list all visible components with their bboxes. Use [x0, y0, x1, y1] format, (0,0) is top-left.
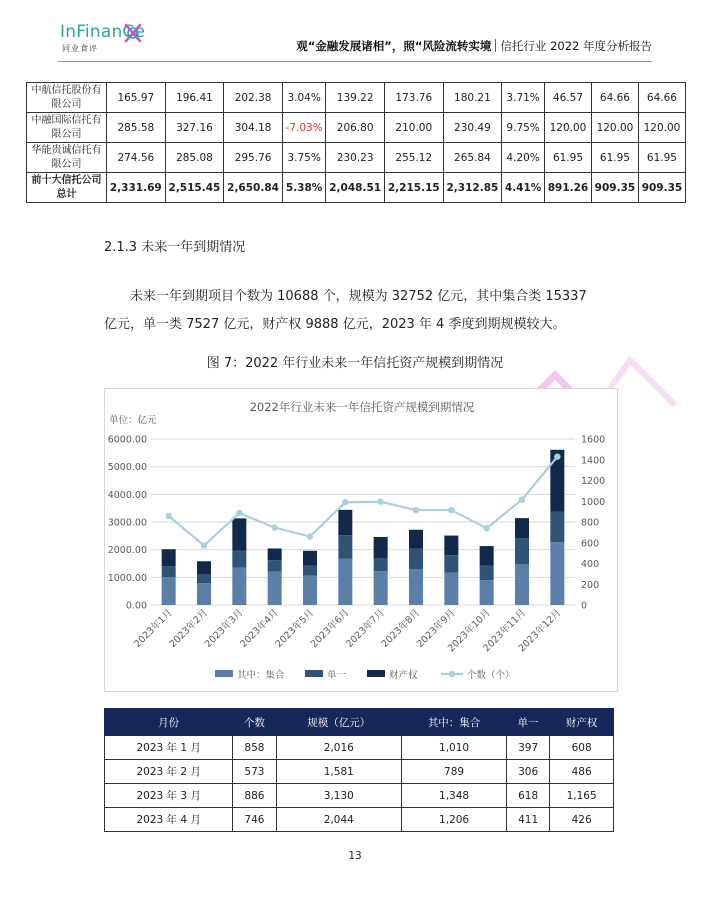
- table-cell: 5.38%: [282, 173, 325, 203]
- legend-swatch: [367, 670, 385, 677]
- logo-cross-icon: [123, 22, 143, 44]
- bar-segment: [268, 572, 282, 605]
- table-header-cell: 单一: [507, 709, 550, 736]
- y2-axis-tick-label: 800: [581, 517, 600, 529]
- bar-segment: [515, 518, 529, 538]
- bar-segment: [550, 511, 564, 542]
- section-title: 2.1.3 未来一年到期情况: [104, 240, 246, 255]
- table-cell: 608: [550, 736, 614, 760]
- table-header-cell: 其中：集合: [402, 709, 507, 736]
- table-row: [27, 113, 686, 143]
- monthly-maturity-table: [104, 708, 614, 832]
- count-point: [448, 507, 454, 513]
- table-cell: 2,044: [276, 808, 402, 832]
- table-cell: 746: [233, 808, 276, 832]
- count-point: [342, 499, 348, 505]
- y2-axis-tick-label: 400: [581, 559, 600, 570]
- bar-segment: [444, 555, 458, 572]
- y2-axis-tick-label: 600: [581, 538, 600, 550]
- y2-axis-tick-label: 0: [581, 600, 588, 612]
- bar-segment: [338, 559, 352, 605]
- count-point: [483, 525, 489, 531]
- table-cell: 61.95: [591, 143, 638, 173]
- top-company-table: [26, 82, 686, 203]
- header-slogan: 观“金融发展诸相”，照“风险流转实境: [296, 39, 492, 53]
- table-cell: 285.08: [165, 143, 224, 173]
- y-axis-tick-label: 1000.00: [107, 572, 147, 584]
- y-axis-tick-label: 3000.00: [107, 517, 147, 529]
- bar-segment: [444, 536, 458, 556]
- bar-segment: [162, 566, 176, 577]
- table-cell: 202.38: [224, 83, 283, 113]
- company-name-cell: 前十大信托公司总计: [27, 173, 107, 203]
- table-cell: 2,515.45: [165, 173, 224, 203]
- bar-segment: [550, 542, 564, 605]
- x-axis-tick-label: 2023年7月: [344, 607, 387, 650]
- bar-segment: [409, 569, 423, 605]
- header-separator: [495, 39, 496, 52]
- x-axis-tick-label: 2023年5月: [273, 607, 317, 650]
- table-row: [27, 143, 686, 173]
- bar-segment: [515, 564, 529, 605]
- table-cell: 2,215.15: [384, 173, 443, 203]
- legend-label: 其中：集合: [237, 670, 285, 681]
- maturity-chart-svg: [105, 389, 619, 693]
- x-axis-tick-label: 2023年4月: [238, 607, 281, 650]
- table-cell: 789: [402, 760, 507, 784]
- bar-segment: [480, 565, 494, 580]
- count-point: [236, 510, 242, 516]
- legend-label: 单一: [327, 670, 347, 681]
- table-cell: 64.66: [638, 83, 685, 113]
- table-cell: 210.00: [384, 113, 443, 143]
- table-row: [105, 736, 614, 760]
- table-cell: 2023 年 3 月: [105, 784, 233, 808]
- table-cell: 1,206: [402, 808, 507, 832]
- table-cell: 573: [233, 760, 276, 784]
- table-cell: 1,010: [402, 736, 507, 760]
- bar-segment: [338, 510, 352, 535]
- table-cell: 2,331.69: [107, 173, 166, 203]
- bar-segment: [480, 580, 494, 605]
- table-cell: 3,130: [276, 784, 402, 808]
- legend-label: 个数（个）: [467, 670, 515, 681]
- table-cell: 173.76: [384, 83, 443, 113]
- table-cell: 295.76: [224, 143, 283, 173]
- table-cell: 1,581: [276, 760, 402, 784]
- bar-segment: [374, 537, 388, 558]
- table-row: [105, 784, 614, 808]
- table-cell: 230.23: [326, 143, 385, 173]
- table-cell: 9.75%: [502, 113, 545, 143]
- bar-segment: [409, 530, 423, 549]
- y-axis-tick-label: 2000.00: [107, 545, 147, 557]
- table-cell: 120.00: [544, 113, 591, 143]
- body-paragraph: [104, 283, 614, 339]
- bar-segment: [303, 576, 317, 605]
- page-number: 13: [348, 850, 362, 862]
- table-cell: 61.95: [544, 143, 591, 173]
- y-axis-tick-label: 0.00: [125, 600, 147, 612]
- table-cell: 3.04%: [282, 83, 325, 113]
- legend-label: 财产权: [389, 670, 418, 681]
- bar-segment: [515, 538, 529, 564]
- count-point: [165, 513, 171, 519]
- legend-swatch: [215, 670, 233, 677]
- y2-axis-tick-label: 1200: [581, 476, 606, 487]
- table-cell: 858: [233, 736, 276, 760]
- bar-segment: [162, 549, 176, 566]
- table-cell: 2,016: [276, 736, 402, 760]
- table-cell: 64.66: [591, 83, 638, 113]
- figure-caption: 图 7：2022 年行业未来一年信托资产规模到期情况: [206, 356, 504, 371]
- bar-segment: [303, 551, 317, 566]
- table-cell: 486: [550, 760, 614, 784]
- bar-segment: [444, 573, 458, 605]
- table-cell: 165.97: [107, 83, 166, 113]
- table-cell: 886: [233, 784, 276, 808]
- x-axis-tick-label: 2023年12月: [516, 607, 564, 655]
- count-point: [201, 542, 207, 548]
- bar-segment: [409, 549, 423, 569]
- bar-segment: [232, 518, 246, 550]
- count-point: [554, 453, 560, 459]
- y2-axis-tick-label: 1600: [581, 434, 606, 446]
- logo-subtitle: 同业食评: [62, 44, 98, 53]
- y-axis-tick-label: 4000.00: [107, 489, 147, 501]
- logo-text: InFinanCe: [60, 22, 146, 42]
- table-cell: 306: [507, 760, 550, 784]
- bar-segment: [374, 558, 388, 571]
- table-row: [105, 808, 614, 832]
- bar-segment: [303, 565, 317, 575]
- table-cell: 891.26: [544, 173, 591, 203]
- table-cell: 61.95: [638, 143, 685, 173]
- count-point: [519, 496, 525, 502]
- table-cell: 909.35: [638, 173, 685, 203]
- table-header-cell: 月份: [105, 709, 233, 736]
- table-cell: 2023 年 4 月: [105, 808, 233, 832]
- table-cell: 4.41%: [502, 173, 545, 203]
- bar-segment: [232, 551, 246, 568]
- bar-segment: [338, 535, 352, 558]
- table-cell: 120.00: [591, 113, 638, 143]
- header-text: [296, 38, 652, 54]
- table-cell: 4.20%: [502, 143, 545, 173]
- table-cell: 2,048.51: [326, 173, 385, 203]
- table-cell: 411: [507, 808, 550, 832]
- x-axis-tick-label: 2023年2月: [167, 607, 211, 650]
- table-cell: 618: [507, 784, 550, 808]
- table-cell: 397: [507, 736, 550, 760]
- header-divider: [58, 61, 652, 62]
- table-cell: 3.75%: [282, 143, 325, 173]
- count-point: [271, 524, 277, 530]
- header-report-title: 信托行业 2022 年度分析报告: [500, 39, 652, 53]
- x-axis-tick-label: 2023年10月: [445, 607, 493, 655]
- legend-swatch: [305, 670, 323, 677]
- table-row: [27, 83, 686, 113]
- bar-segment: [197, 575, 211, 583]
- company-name-cell: 华能贵诚信托有限公司: [27, 143, 107, 173]
- table-cell: 139.22: [326, 83, 385, 113]
- bar-segment: [374, 571, 388, 605]
- company-name-cell: 中航信托股份有限公司: [27, 83, 107, 113]
- table-cell: 909.35: [591, 173, 638, 203]
- table-cell: 2,312.85: [443, 173, 502, 203]
- table-header-cell: 财产权: [550, 709, 614, 736]
- table-cell: 304.18: [224, 113, 283, 143]
- table-cell: 120.00: [638, 113, 685, 143]
- bar-segment: [197, 561, 211, 574]
- table-cell: 274.56: [107, 143, 166, 173]
- table-cell: 1,165: [550, 784, 614, 808]
- count-point: [307, 533, 313, 539]
- x-axis-tick-label: 2023年1月: [132, 607, 175, 650]
- x-axis-tick-label: 2023年8月: [379, 607, 423, 650]
- x-axis-tick-label: 2023年3月: [202, 607, 246, 650]
- paragraph-line-2: 亿元，单一类 7527 亿元，财产权 9888 亿元，2023 年 4 季度到期规模较大。: [104, 317, 566, 332]
- count-point: [377, 499, 383, 505]
- y-axis-tick-label: 5000.00: [107, 462, 147, 474]
- chart-y-unit-label: 单位：亿元: [109, 415, 157, 426]
- table-cell: 1,348: [402, 784, 507, 808]
- table-cell: 3.71%: [502, 83, 545, 113]
- table-cell: 2,650.84: [224, 173, 283, 203]
- maturity-chart: [104, 388, 618, 692]
- x-axis-tick-label: 2023年9月: [414, 607, 458, 650]
- table-cell: 285.58: [107, 113, 166, 143]
- legend-point-swatch: [449, 671, 455, 677]
- table-cell: 426: [550, 808, 614, 832]
- table-cell: 265.84: [443, 143, 502, 173]
- bar-segment: [232, 568, 246, 605]
- y2-axis-tick-label: 1000: [581, 496, 606, 508]
- table-cell: 180.21: [443, 83, 502, 113]
- table-cell: -7.03%: [282, 113, 325, 143]
- table-header-cell: 个数: [233, 709, 276, 736]
- bar-segment: [480, 546, 494, 565]
- table-cell: 196.41: [165, 83, 224, 113]
- table-cell: 230.49: [443, 113, 502, 143]
- x-axis-tick-label: 2023年11月: [481, 607, 529, 655]
- count-line: [169, 457, 558, 546]
- table-cell: 255.12: [384, 143, 443, 173]
- table-cell: 2023 年 2 月: [105, 760, 233, 784]
- y-axis-tick-label: 6000.00: [107, 434, 147, 446]
- chart-title: 2022年行业未来一年信托资产规模到期情况: [249, 400, 475, 414]
- count-point: [413, 507, 419, 513]
- bar-segment: [268, 560, 282, 571]
- table-cell: 206.80: [326, 113, 385, 143]
- y2-axis-tick-label: 1400: [581, 455, 606, 467]
- x-axis-tick-label: 2023年6月: [308, 607, 352, 650]
- table-row: [105, 760, 614, 784]
- table-cell: 46.57: [544, 83, 591, 113]
- table-header-cell: 规模（亿元）: [276, 709, 402, 736]
- y2-axis-tick-label: 200: [581, 579, 600, 591]
- company-name-cell: 中融国际信托有限公司: [27, 113, 107, 143]
- table-row: [27, 173, 686, 203]
- table-cell: 2023 年 1 月: [105, 736, 233, 760]
- paragraph-line-1: 未来一年到期项目个数为 10688 个，规模为 32752 亿元，其中集合类 15337: [130, 289, 587, 304]
- infinance-logo: [60, 22, 150, 54]
- table-cell: 327.16: [165, 113, 224, 143]
- bar-segment: [197, 583, 211, 605]
- bar-segment: [268, 548, 282, 560]
- bar-segment: [162, 577, 176, 605]
